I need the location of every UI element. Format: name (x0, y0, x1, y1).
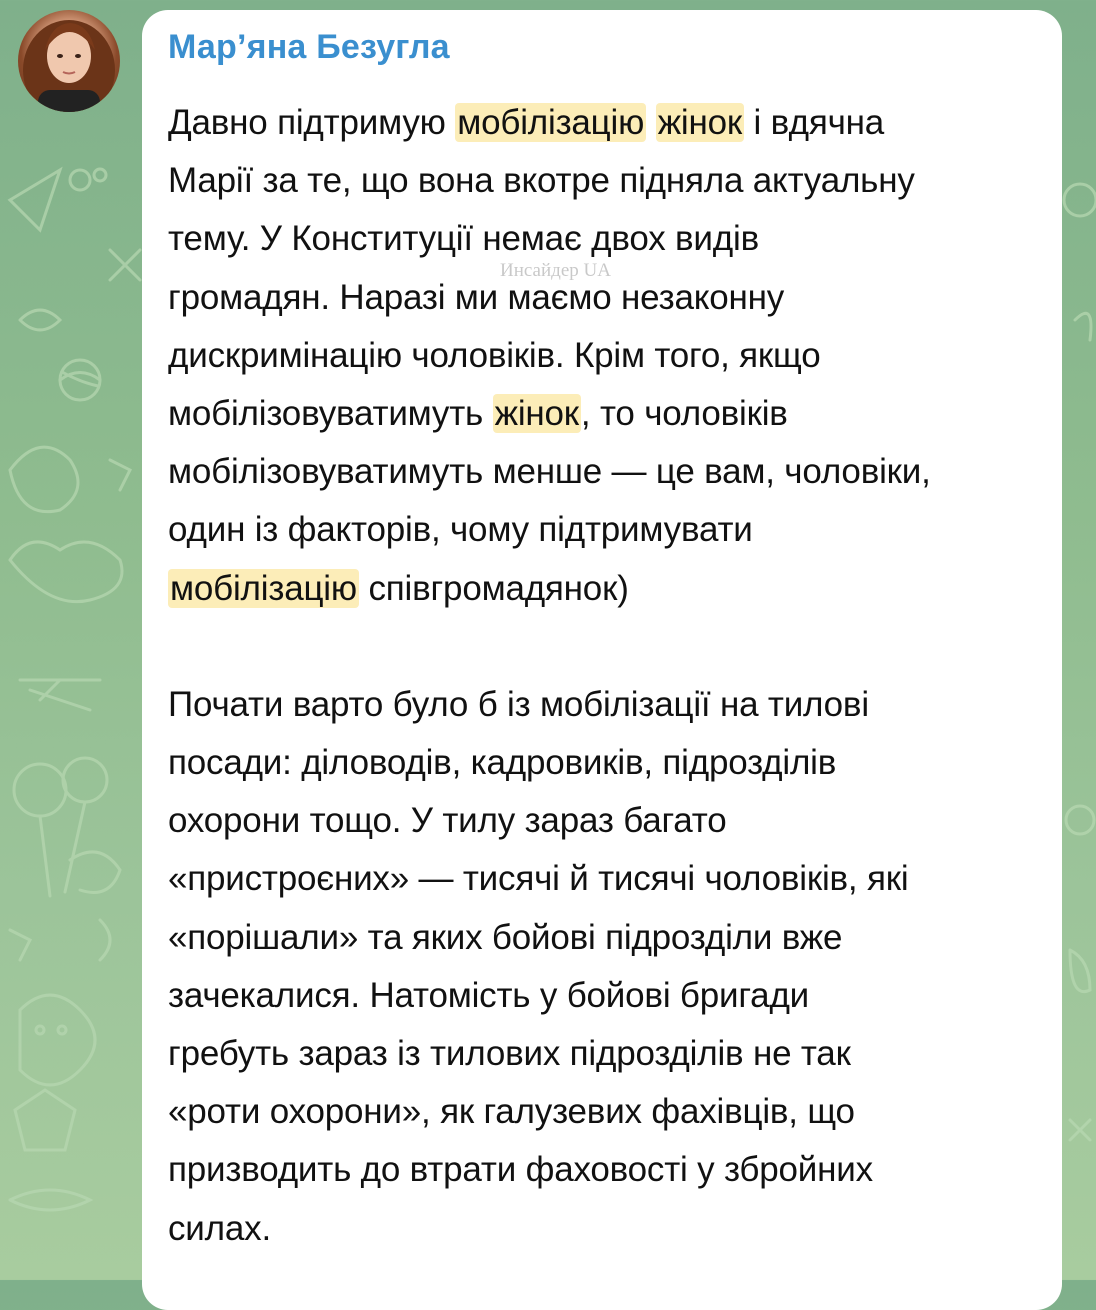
message-text-segment: Давно підтримую (168, 103, 456, 142)
message-text-segment: співгромадянок) (358, 568, 629, 608)
search-highlight: мобілізацію (457, 103, 645, 142)
paper-plane-doodle (10, 170, 60, 230)
message-text-segment: , то чоловіків мобілізовуватимуть менше — це вам, чоловіки, один із факторів, чому підтримувати (168, 394, 931, 550)
search-highlight: жінок (494, 394, 579, 434)
author-name[interactable]: Мар’яна Безугла (168, 28, 450, 66)
message-text-segment: і вдячна Марії за те, що вона вкотре підняла актуальну тему. У Конституції немає двох видів громадян. Наразі ми маємо незаконну дискримінацію чоловіків. Крім того, якщо мобілізовуватимуть (168, 103, 915, 434)
avatar-portrait-icon (18, 10, 120, 112)
yarn-ball-doodle (60, 360, 100, 400)
watermark: Инсайдер UA (500, 260, 611, 281)
cat-doodle (20, 995, 95, 1085)
search-highlight: жінок (657, 103, 742, 142)
message-text-segment (646, 103, 656, 142)
user-avatar[interactable] (18, 10, 120, 112)
balloon-doodle (14, 764, 66, 816)
message-text (168, 94, 1048, 1258)
search-highlight: мобілізацію (170, 568, 357, 608)
message-paragraph-1 (168, 94, 1048, 618)
message-paragraph-2: Почати варто було б із мобілізації на тилові посади: діловодів, кадровиків, підрозділів охорони тощо. У тилу зараз багато «пристроєних» — тисячі й тисячі чоловіків, які «порішали» та яких бойові підрозділи вже зачекалися. Натомість у бойові бригади гребуть зараз із тилових підрозділів не так «роти охорони», як галузевих фахівців, що призводить до втрати фаховості у збройних силах. (168, 684, 909, 1248)
